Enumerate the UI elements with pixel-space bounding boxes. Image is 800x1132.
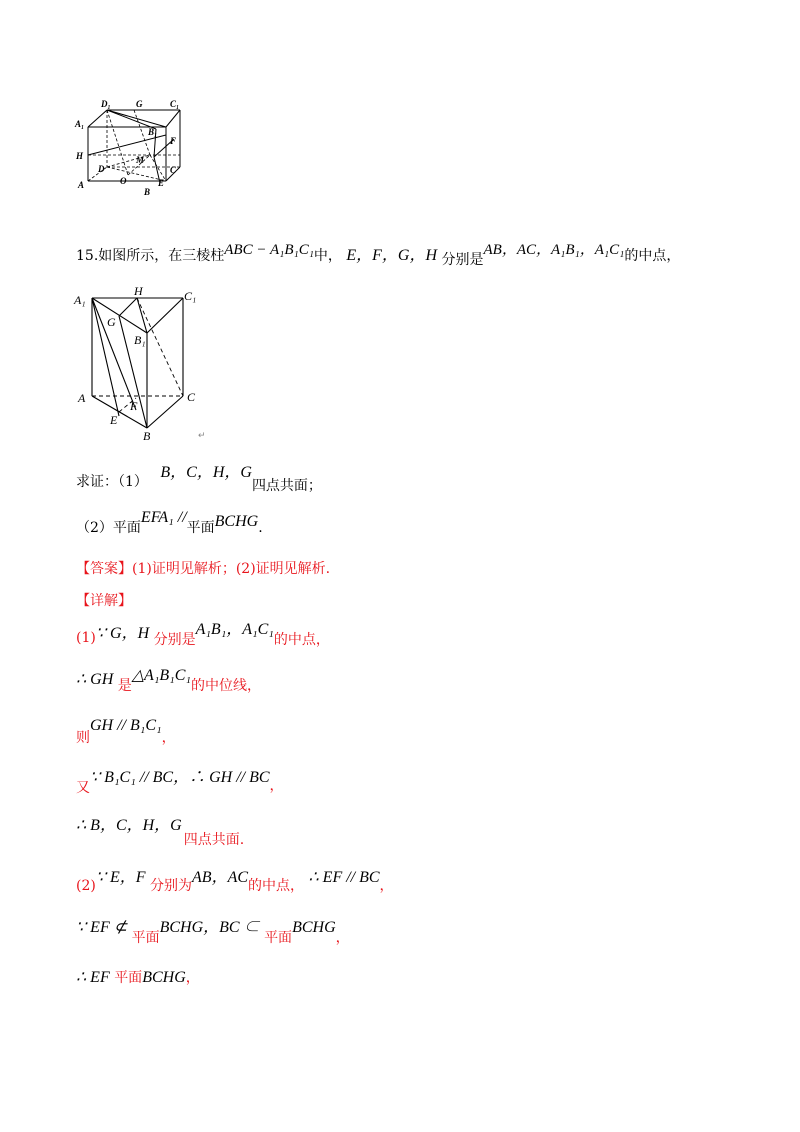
d3-c: ， [161,730,176,746]
detail-line-8 [76,968,200,988]
label-G: G [107,315,116,329]
d3-b: GH // B₁C₁ [90,717,162,734]
detail-tag: 【详解】 [76,593,132,609]
prove-q1-points: B，C，H，G [160,464,252,481]
label-G: G [136,99,143,109]
prove-q1-prefix: 求证：（1） [76,474,148,490]
label-C1: C₁ [170,99,180,109]
segments: AB，AC，A₁B₁，A₁C₁ [483,242,625,258]
answer-text: (1)证明见解析；(2)证明见解析. [132,561,331,577]
prove-q2-plane2: BCHG [214,513,259,530]
d2-d: 的中位线， [190,678,261,694]
d4-b: ∵ B₁C₁ // BC，∴ GH // BC [90,769,270,786]
d8-c: BCHG [142,969,186,986]
problem-midpoints: 的中点， [624,248,681,264]
label-H: H [134,284,143,298]
answer-tag: 【答案】 [76,561,132,577]
d1-c: 分别是 [153,632,196,648]
label-C: C [170,165,177,175]
detail-line-6 [76,868,394,894]
detail-line-5 [76,816,245,848]
d6-f: ∴ EF // BC [308,869,380,886]
label-A: A [78,180,85,190]
detail-line-2 [76,667,261,694]
d2-b: 是 [117,678,132,694]
d8-d: ， [185,970,200,986]
d6-g: ， [379,878,394,894]
prism-figure [72,284,222,446]
detail-line-4 [76,769,284,796]
d6-a: (2) [76,878,96,894]
label-B1: B₁ [148,127,158,137]
d1-d: A₁B₁，A₁C₁ [195,621,274,638]
d2-c: △A₁B₁C₁ [131,667,191,684]
d1-b: ∵ G，H [95,625,150,642]
d5-b: 四点共面. [183,832,245,848]
d8-b: 平面 [114,970,143,986]
label-C1: C₁ [184,289,197,303]
points-EFGH: E，F，G，H [346,247,438,264]
d1-e: 的中点， [273,632,330,648]
prove-q2-plane1: EFA₁ // [140,509,187,526]
paragraph-mark: ↵ [198,430,206,440]
d2-a: ∴ GH [76,671,114,688]
d4-a: 又 [76,780,90,796]
prove-q2-end: . [258,520,263,536]
label-A1: A₁ [74,293,86,307]
label-H: H [76,151,84,161]
label-F: F [130,399,138,413]
d7-e: BCHG [292,919,336,936]
d6-b: ∵ E，F [95,869,146,886]
prove-q2 [76,509,263,536]
problem-statement [76,240,680,266]
prove-q1 [76,464,322,494]
d4-c: ， [269,778,284,794]
answer-line [76,559,330,579]
label-A: A [78,391,86,405]
d3-a: 则 [76,730,90,746]
label-E: E [110,413,118,427]
d7-d: 平面 [264,930,293,946]
label-B: B [144,187,151,197]
d7-a: ∵ EF ⊄ [76,919,128,936]
label-E: E [158,178,165,188]
label-D1: D₁ [101,99,111,109]
d5-a: ∴ B，C，H，G [76,817,182,834]
prove-q1-suffix: 四点共面； [251,478,322,494]
detail-line-3 [76,717,176,746]
d7-c: BCHG，BC ⊂ [159,919,260,936]
d6-d: AB，AC [192,869,249,886]
detail-line-1 [76,621,330,648]
d6-e: 的中点， [248,878,305,894]
label-O: O [120,176,127,186]
label-A1: A₁ [75,119,85,129]
prove-q2-mid: 平面 [186,520,215,536]
detail-line-7 [76,918,350,946]
d8-a: ∴ EF [76,969,110,986]
problem-are: 分别是 [441,252,484,268]
d1-a: (1) [76,630,96,646]
label-F: F [170,136,177,146]
prism-name: ABC − A₁B₁C₁ [224,242,314,258]
label-B1: B₁ [134,333,146,347]
cube-figure [70,95,190,205]
problem-mid: 中， [313,248,342,264]
d7-b: 平面 [131,930,160,946]
label-M: M [136,155,145,165]
label-C: C [187,390,196,404]
label-B: B [143,429,151,443]
d7-f: ， [335,930,350,946]
prove-q2-prefix: （2）平面 [76,520,141,536]
label-D: D [98,164,105,174]
problem-intro: 15.如图所示，在三棱柱 [76,248,225,264]
d6-c: 分别为 [150,878,193,894]
